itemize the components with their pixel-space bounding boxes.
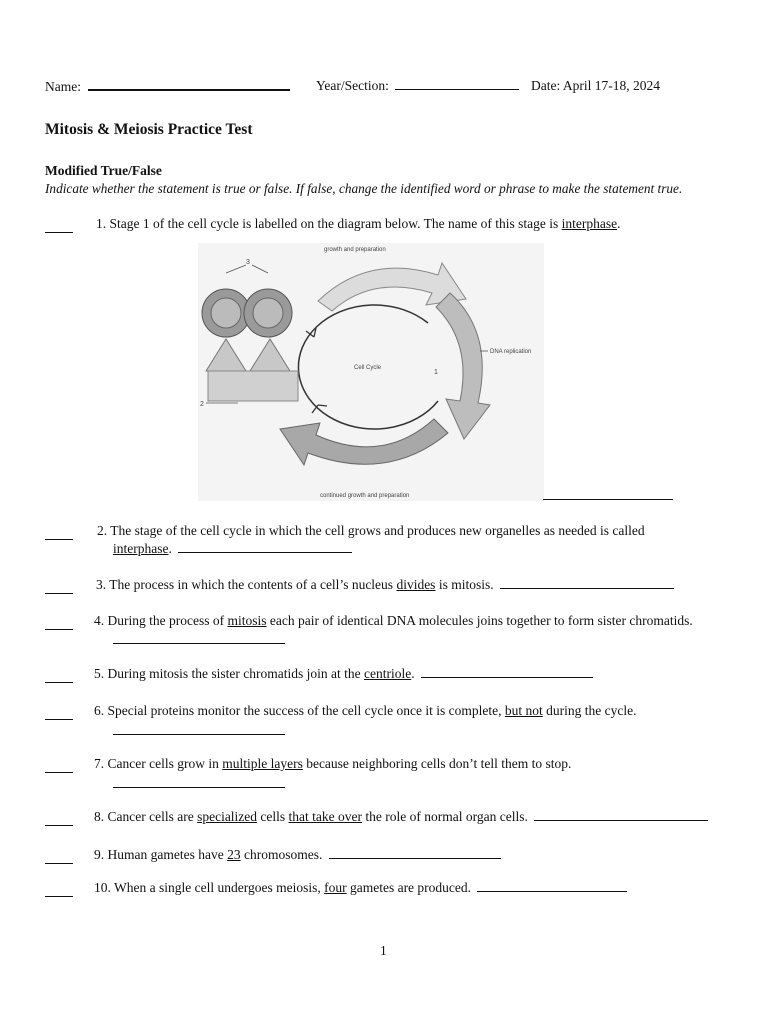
answer-blank-10[interactable] [45, 895, 73, 897]
daughter-cell-right [244, 289, 292, 337]
year-section-field[interactable] [316, 78, 519, 94]
page-number: 1 [380, 943, 387, 958]
correction-blank-9[interactable] [329, 847, 501, 859]
name-blank[interactable] [88, 78, 290, 91]
year-section-blank[interactable] [395, 78, 519, 90]
answer-blank-7[interactable] [45, 771, 73, 773]
answer-blank-2[interactable] [45, 538, 73, 540]
correction-blank-10[interactable] [477, 880, 627, 892]
daughter-cell-left [202, 289, 250, 337]
label-stage-3: 3 [246, 259, 250, 266]
question-9: 9. Human gametes have 23 chromosomes. [94, 847, 501, 863]
answer-blank-1[interactable] [45, 231, 73, 233]
section-heading: Modified True/False [45, 163, 162, 178]
question-3: 3. The process in which the contents of a cell’s nucleus divides is mitosis. [96, 577, 674, 593]
page-title: Mitosis & Meiosis Practice Test [45, 121, 253, 138]
label-dna-replication: DNA replication [490, 349, 532, 355]
label-stage-1: 1 [434, 369, 438, 376]
section-instructions: Indicate whether the statement is true or false. If false, change the identified word or phrase to make the statement true. [45, 181, 683, 196]
date-text: Date: April 17-18, 2024 [531, 78, 660, 93]
answer-blank-5[interactable] [45, 681, 73, 683]
label-continued-growth: continued growth and preparation [320, 493, 410, 499]
answer-blank-6[interactable] [45, 718, 73, 720]
label-cell-cycle: Cell Cycle [354, 365, 382, 371]
answer-line-1[interactable] [543, 488, 673, 500]
answer-blank-9[interactable] [45, 862, 73, 864]
question-4: 4. During the process of mitosis each pair of identical DNA molecules joins together to form sister chromatids. [94, 613, 693, 628]
question-10: 10. When a single cell undergoes meiosis, four gametes are produced. [94, 880, 627, 896]
answer-blank-4[interactable] [45, 628, 73, 630]
year-section-label: Year/Section: [316, 78, 389, 93]
question-2-cont: interphase. [113, 541, 352, 557]
correction-blank-4[interactable] [113, 632, 285, 644]
cell-cycle-diagram [198, 243, 544, 501]
correction-blank-8[interactable] [534, 809, 708, 821]
correction-blank-2[interactable] [178, 541, 352, 553]
question-1: 1. Stage 1 of the cell cycle is labelled on the diagram below. The name of this stage is interphase. [96, 216, 621, 231]
question-8: 8. Cancer cells are specialized cells that take over the role of normal organ cells. [94, 809, 708, 825]
name-label: Name: [45, 79, 81, 94]
question-7: 7. Cancer cells grow in multiple layers because neighboring cells don’t tell them to stop. [94, 756, 572, 771]
correction-blank-5[interactable] [421, 666, 593, 678]
question-2: 2. The stage of the cell cycle in which the cell grows and produces new organelles as needed is called [97, 523, 645, 538]
correction-blank-3[interactable] [500, 577, 674, 589]
question-5: 5. During mitosis the sister chromatids join at the centriole. [94, 666, 593, 682]
correction-blank-7[interactable] [113, 776, 285, 788]
answer-blank-8[interactable] [45, 824, 73, 826]
label-stage-2: 2 [200, 401, 204, 408]
correction-blank-6[interactable] [113, 723, 285, 735]
answer-blank-3[interactable] [45, 592, 73, 594]
name-field[interactable] [45, 78, 290, 95]
label-growth-preparation: growth and preparation [324, 247, 386, 253]
question-6: 6. Special proteins monitor the success of the cell cycle once it is complete, but not during the cycle. [94, 703, 637, 718]
